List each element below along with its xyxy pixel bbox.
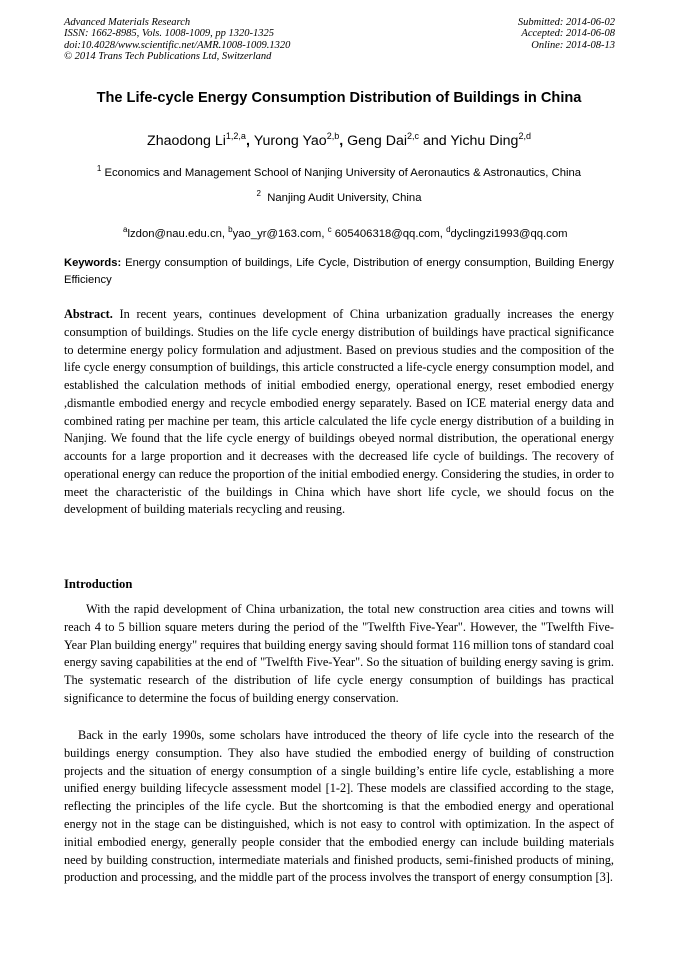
author-affiliation-mark: 2,b xyxy=(326,131,340,141)
online-date: Online: 2014-08-13 xyxy=(531,39,615,51)
email-address[interactable]: yao_yr@163.com, xyxy=(232,228,328,240)
issn-line: ISSN: 1662-8985, Vols. 1008-1009, pp 1320-1325 xyxy=(64,28,274,40)
email-address[interactable]: lzdon@nau.edu.cn, xyxy=(127,228,229,240)
abstract-block xyxy=(64,306,614,519)
abstract-text: In recent years, continues development of China urbanization gradually increases the energy consumption of buildings. Studies on the life cycle energy distribution of buildings have practical significance to determine energy policy formulation and adjustment. Based on previous studies and the composition of the life cycle energy consumption of buildings, this article constructed a life-cycle energy consumption model, and established the calculation methods of initial embodied energy, operational energy, reset embodied energy ,dismantle embodied energy and recycle embodied energy separately. Based on ICE material energy data and combined rating per machine per team, this article calculated the life cycle energy distribution of a building in Nanjing. We found that the life cycle energy of buildings obeyed normal distribution, the operational energy accounts for a large proportion and it decreases with the decreased life cycle of buildings. The recovery of operational energy can reduce the proportion of the initial embodied energy. Considering the studies, in order to meet the characteristic of the buildings in China which have short life cycle, we should focus on the development of building materials recycling and reusing. xyxy=(64,307,614,517)
author-affiliation-mark: 1,2,a xyxy=(225,131,246,141)
affiliation-text: Economics and Management School of Nanjing University of Aeronautics & Astronautics, China xyxy=(104,167,582,179)
email-mark: c xyxy=(327,225,332,234)
body-paragraph: With the rapid development of China urbanization, the total new construction area cities and towns will reach 4 to 5 billion square meters during the period of the "Twelfth Five-Year". However, the "Twelfth Five-Year Plan building energy" requires that building energy saving should format 116 million tons of standard coal energy saving capabilities at the end of "Twelfth Five-Year". So the situation of building energy saving is grim. The systematic research of the distribution of life cycle energy consumption of buildings has practical significance to determine the focus of building energy conservation. xyxy=(64,602,614,705)
body-paragraph: Back in the early 1990s, some scholars have introduced the theory of life cycle into the research of the buildings energy consumption. They also have studied the embodied energy of building of construction projects and the situation of energy consumption of a single building’s entire life cycle, establishing a more unified energy building lifecycle assessment model [1-2]. These models are classified according to the stage, reflecting the principles of the life cycle. But the shortcoming is that the embodied energy and operational energy not in the stage can be distinguished, which is not easy to control with optimization. In the aspect of initial embodied energy, generally people consider that the embodied energy can include building materials need by building construction, intermediate materials and finished products, semi-finished products of mining, production and processing, and the middle part of the process involves the transport of energy consumption [3]. xyxy=(64,728,614,885)
author-affiliation-mark: 2,d xyxy=(518,131,531,141)
email-mark: a xyxy=(123,225,128,234)
author-affiliation-mark: 2,c xyxy=(407,131,420,141)
author-name: Yichu Ding xyxy=(450,133,519,149)
section-heading: Introduction xyxy=(64,577,133,591)
email-list xyxy=(40,216,638,252)
affiliation-2 xyxy=(40,189,638,204)
affiliation-mark: 1 xyxy=(96,164,102,173)
journal-info xyxy=(64,17,290,63)
author-separator: , xyxy=(339,133,348,149)
journal-name: Advanced Materials Research xyxy=(64,17,191,28)
keywords-label: Keywords: xyxy=(64,257,122,269)
copyright-line: © 2014 Trans Tech Publications Ltd, Switzerland xyxy=(64,51,272,63)
email-address[interactable]: 605406318@qq.com, xyxy=(331,228,447,240)
author-name: Zhaodong Li xyxy=(147,133,226,149)
author-name: Yurong Yao xyxy=(253,133,327,149)
email-address[interactable]: dyclingzi1993@qq.com xyxy=(450,228,568,240)
affiliation-text: Nanjing Audit University, China xyxy=(267,192,422,204)
submitted-date: Submitted: 2014-06-02 xyxy=(517,17,615,28)
keywords-text: Energy consumption of buildings, Life Cycle, Distribution of energy consumption, Building Energy Efficiency xyxy=(64,257,614,286)
affiliation-1 xyxy=(40,164,638,179)
accepted-date: Accepted: 2014-06-08 xyxy=(521,28,615,40)
author-separator: and xyxy=(419,133,451,149)
email-mark: d xyxy=(446,225,451,234)
publication-dates xyxy=(518,17,615,51)
author-name: Geng Dai xyxy=(347,133,408,149)
keywords-block xyxy=(64,255,614,289)
doi-line: doi:10.4028/www.scientific.net/AMR.1008-1009.1320 xyxy=(64,39,291,51)
abstract-label: Abstract. xyxy=(64,307,113,321)
author-list xyxy=(40,133,638,149)
author-separator: , xyxy=(245,133,254,149)
affiliation-mark: 2 xyxy=(256,189,261,198)
paper-title: The Life-cycle Energy Consumption Distribution of Buildings in China xyxy=(96,90,582,106)
email-mark: b xyxy=(228,225,233,234)
